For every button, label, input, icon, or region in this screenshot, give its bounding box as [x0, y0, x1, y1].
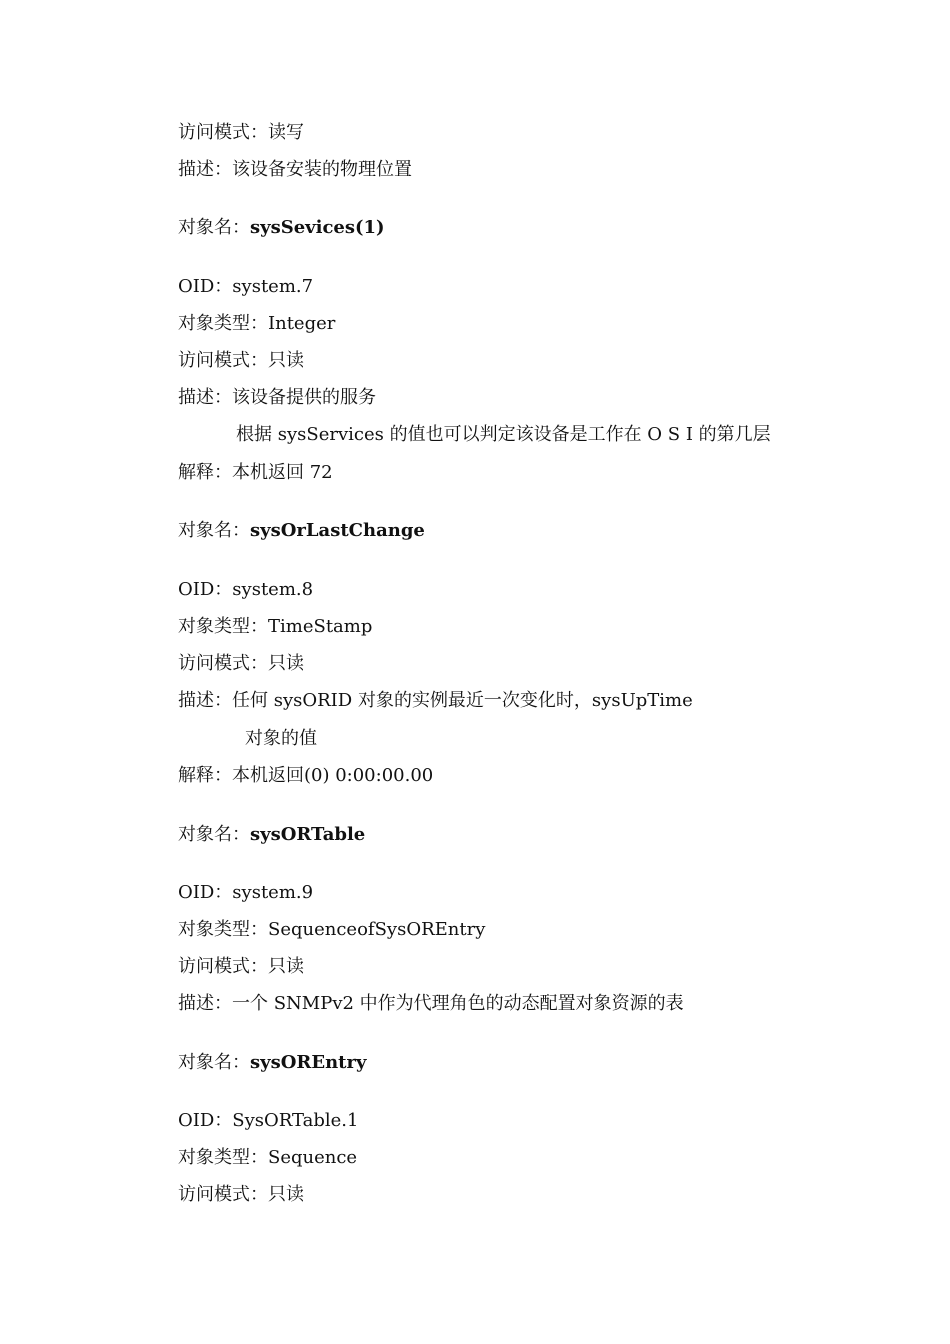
description-continuation-line: 根据 sysServices 的值也可以判定该设备是工作在 O S I 的第几层 [236, 424, 771, 445]
oid-line: OID：system.8 [178, 579, 314, 600]
object-name-label: 对象名： [178, 1052, 250, 1073]
object-name-line [178, 824, 365, 846]
object-type-line: 对象类型：Sequence [178, 1147, 358, 1168]
access-mode-line: 访问模式：只读 [178, 350, 304, 371]
oid-line: OID：system.7 [178, 276, 314, 297]
access-mode-line: 访问模式：读写 [178, 122, 304, 143]
description-line: 描述：一个 SNMPv2 中作为代理角色的动态配置对象资源的表 [178, 993, 684, 1014]
object-name-value: sysOrLastChange [250, 520, 425, 541]
object-type-line: 对象类型：TimeStamp [178, 616, 373, 637]
object-name-value: sysOREntry [250, 1052, 367, 1073]
object-name-line [178, 217, 385, 239]
object-name-line [178, 1052, 366, 1074]
explanation-line: 解释：本机返回 72 [178, 462, 333, 483]
object-name-label: 对象名： [178, 217, 250, 238]
object-name-line [178, 520, 425, 542]
description-line: 描述：任何 sysORID 对象的实例最近一次变化时，sysUpTime [178, 690, 693, 711]
object-name-value: sysSevices(1) [250, 217, 385, 238]
explanation-line: 解释：本机返回(0) 0:00:00.00 [178, 765, 434, 786]
description-line: 描述：该设备安装的物理位置 [178, 159, 412, 180]
access-mode-line: 访问模式：只读 [178, 956, 304, 977]
object-name-label: 对象名： [178, 824, 250, 845]
object-type-line: 对象类型：Integer [178, 313, 336, 334]
object-type-line: 对象类型：SequenceofSysOREntry [178, 919, 486, 940]
access-mode-line: 访问模式：只读 [178, 1184, 304, 1205]
object-name-value: sysORTable [250, 824, 366, 845]
oid-line: OID：system.9 [178, 882, 314, 903]
description-line: 描述：该设备提供的服务 [178, 387, 376, 408]
access-mode-line: 访问模式：只读 [178, 653, 304, 674]
oid-line: OID：SysORTable.1 [178, 1110, 359, 1131]
object-name-label: 对象名： [178, 520, 250, 541]
description-continuation-line: 对象的值 [245, 728, 317, 749]
